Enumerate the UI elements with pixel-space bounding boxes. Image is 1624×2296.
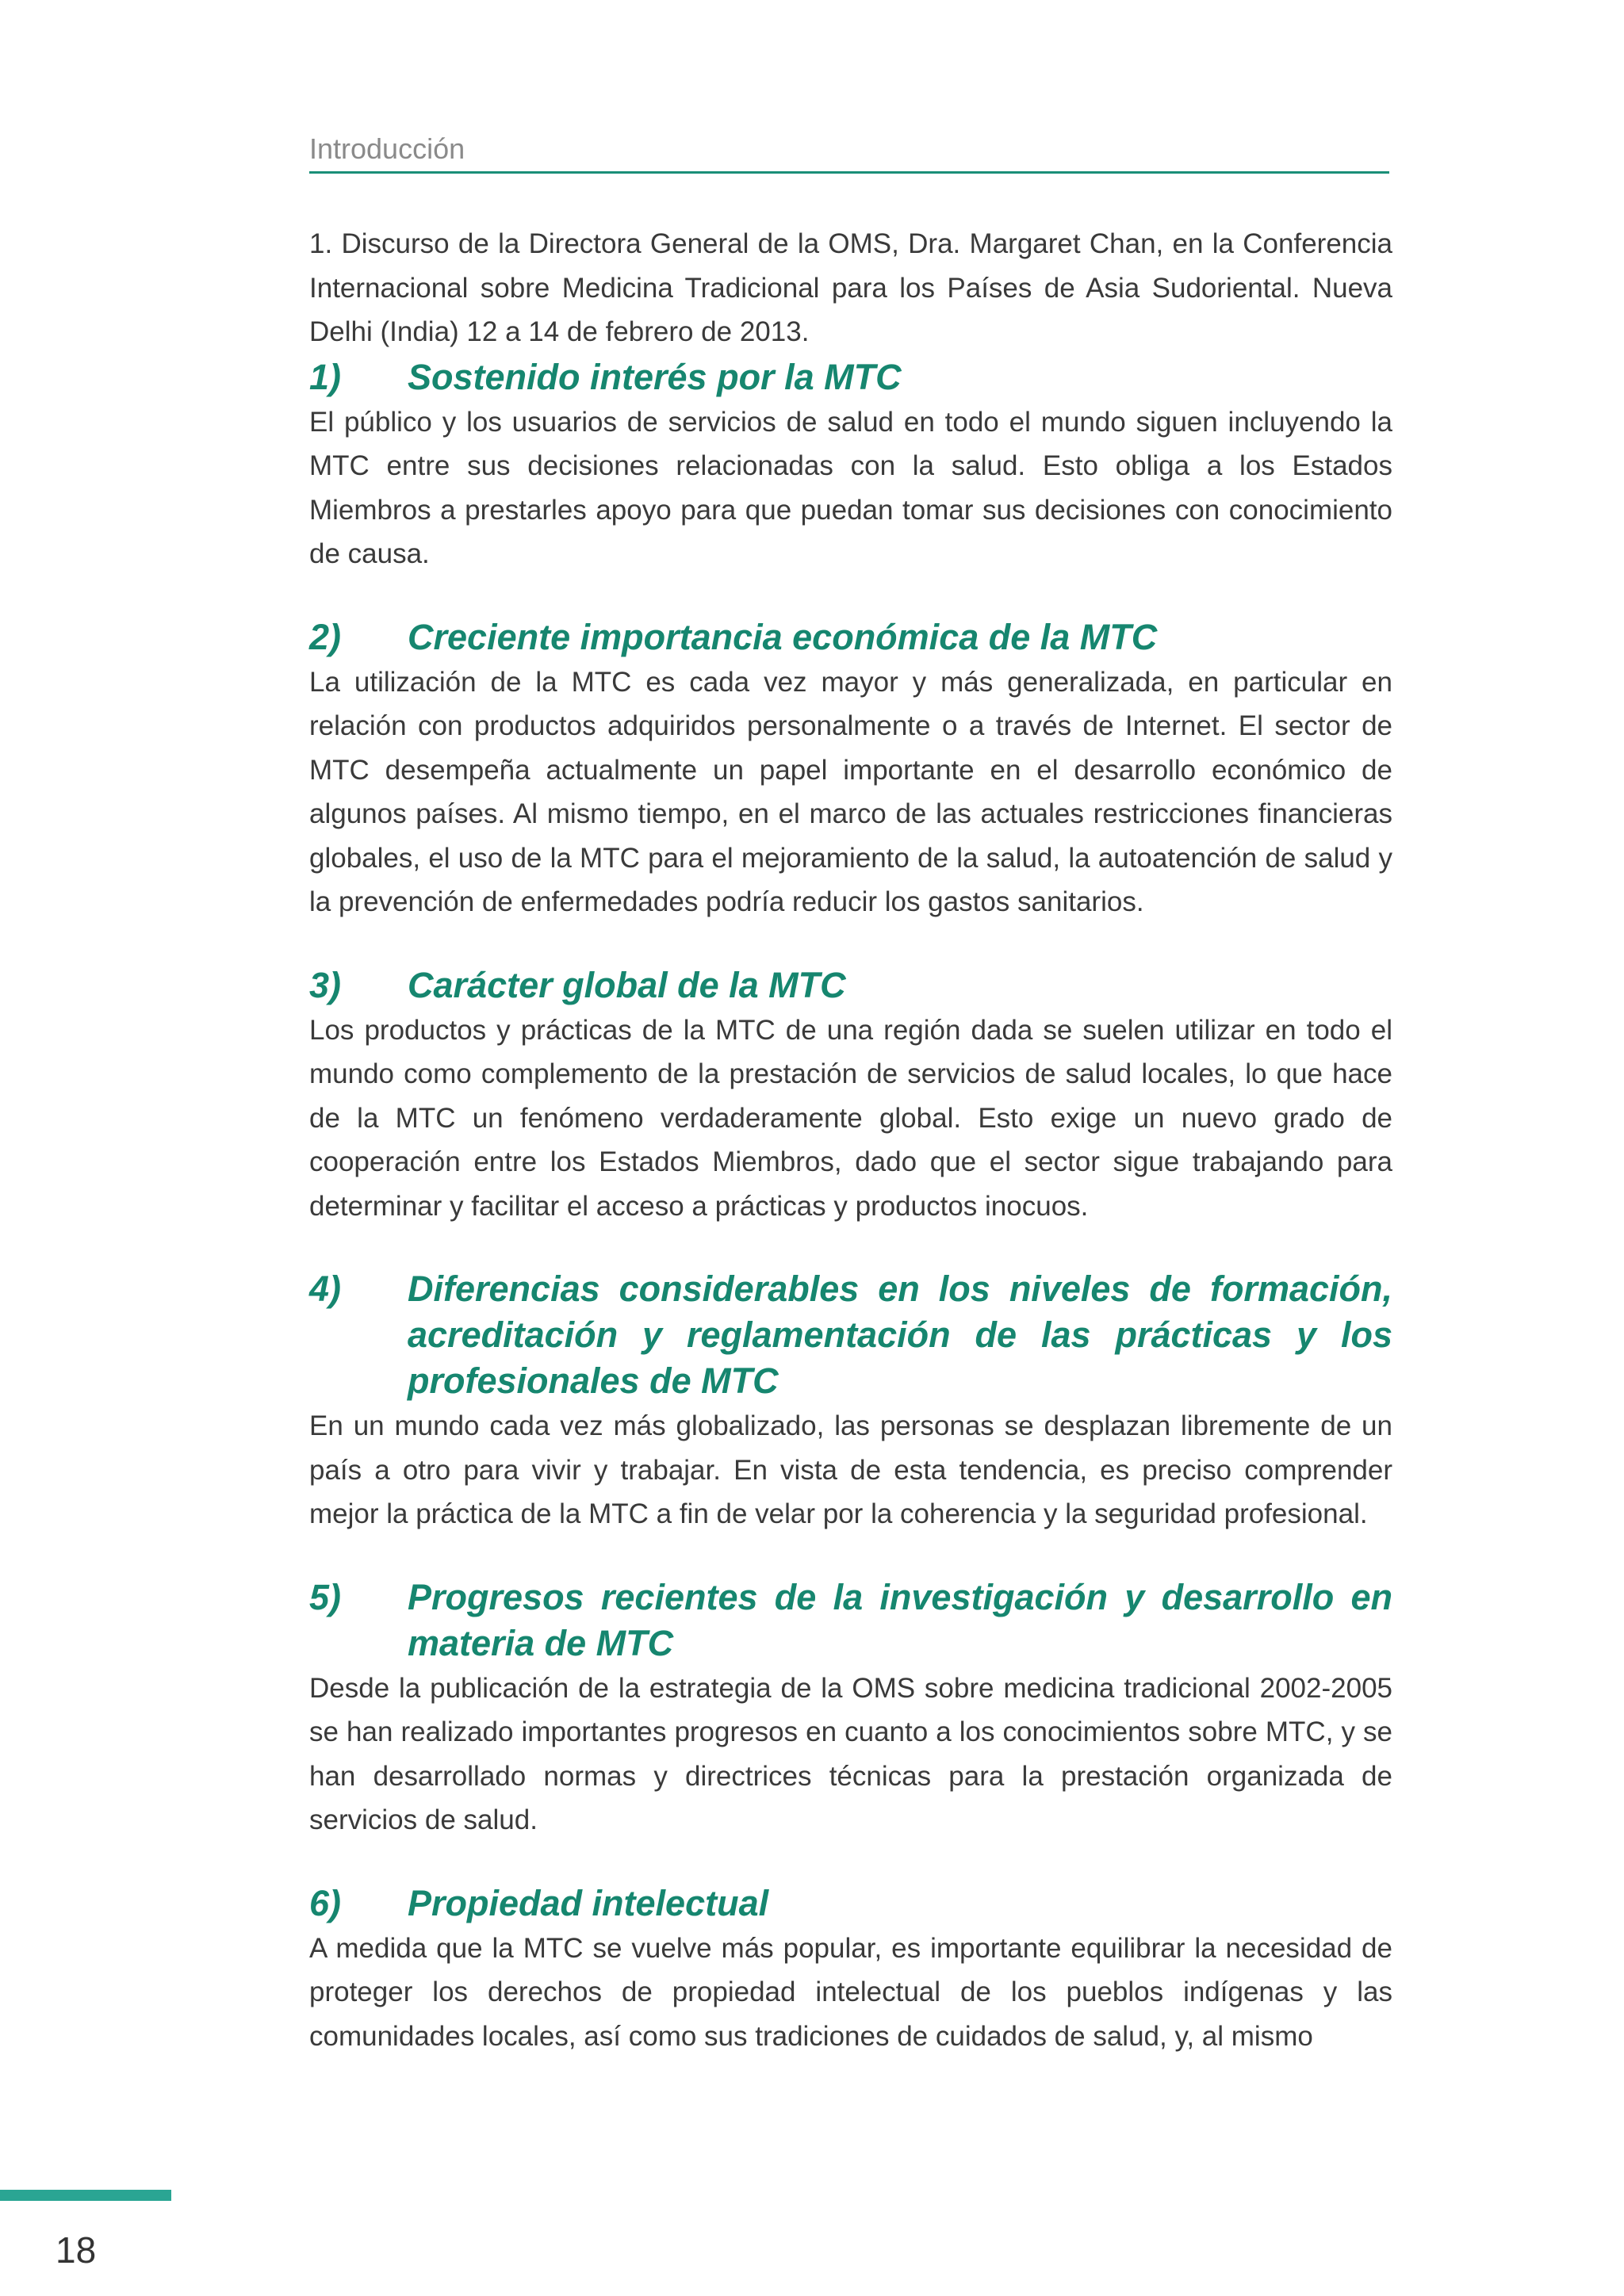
section-text: Desde la publicación de la estrategia de la OMS sobre medicina tradicional 2002-2005 se han realizado importantes progresos en cuanto a los conocimientos sobre MTC, y se han desarrollado normas y directrices técnicas para la prestación organizada de servicios de salud. xyxy=(309,1672,1392,1835)
section-heading xyxy=(309,354,1392,400)
section-2 xyxy=(309,614,1392,924)
section-1 xyxy=(309,354,1392,576)
section-heading xyxy=(309,1575,1392,1667)
section-4 xyxy=(309,1266,1392,1536)
section-5 xyxy=(309,1575,1392,1843)
section-title: Progresos recientes de la investigación y desarrollo en materia de MTC xyxy=(408,1576,1392,1663)
section-number: 4) xyxy=(309,1269,342,1309)
section-text: En un mundo cada vez más globalizado, las personas se desplazan libremente de un país a otro para vivir y trabajar. En vista de esta tendencia, es preciso comprender mejor la práctica de la MTC a fin de velar por la coherencia y la seguridad profesional. xyxy=(309,1410,1392,1529)
running-header-title: Introducción xyxy=(309,132,465,165)
section-number: 1) xyxy=(309,356,342,397)
section-title: Sostenido interés por la MTC xyxy=(408,356,902,397)
page-header xyxy=(309,127,1389,174)
page-number: 18 xyxy=(56,2229,97,2271)
main-content xyxy=(309,222,1392,2096)
section-title: Creciente importancia económica de la MTC xyxy=(408,616,1158,657)
section-number: 2) xyxy=(309,616,342,657)
section-text: A medida que la MTC se vuelve más popular, es importante equilibrar la necesidad de proteger los derechos de propiedad intelectual de los pueblos indígenas y las comunidades locales, así como sus tradiciones de cuidados de salud, y, al mismo xyxy=(309,1932,1392,2052)
section-heading xyxy=(309,1881,1392,1927)
section-3 xyxy=(309,962,1392,1229)
section-number: 3) xyxy=(309,964,342,1005)
intro-footnote: 1. Discurso de la Directora General de la OMS, Dra. Margaret Chan, en la Conferencia Internacional sobre Medicina Tradicional para los Países de Asia Sudoriental. Nueva Delhi (India) 12 a 14 de febrero de 2013. xyxy=(309,228,1392,347)
section-number: 5) xyxy=(309,1576,342,1617)
section-number: 6) xyxy=(309,1882,342,1923)
section-text: La utilización de la MTC es cada vez mayor y más generalizada, en particular en relación con productos adquiridos personalmente o a través de Internet. El sector de MTC desempeña actualmente un papel importante en el desarrollo económico de algunos países. Al mismo tiempo, en el marco de las actuales restricciones financieras globales, el uso de la MTC para el mejoramiento de la salud, la autoatención de salud y la prevención de enfermedades podría reducir los gastos sanitarios. xyxy=(309,666,1392,917)
section-heading xyxy=(309,614,1392,660)
section-text: Los productos y prácticas de la MTC de una región dada se suelen utilizar en todo el mundo como complemento de la prestación de servicios de salud locales, lo que hace de la MTC un fenómeno verdaderamente global. Esto exige un nuevo grado de cooperación entre los Estados Miembros, dado que el sector sigue trabajando para determinar y facilitar el acceso a prácticas y productos inocuos. xyxy=(309,1014,1392,1222)
section-title: Diferencias considerables en los niveles de formación, acreditación y reglamentación de las prácticas y los profesionales de MTC xyxy=(408,1269,1392,1401)
section-heading xyxy=(309,1266,1392,1404)
section-text: El público y los usuarios de servicios de salud en todo el mundo siguen incluyendo la MTC entre sus decisiones relacionadas con la salud. Esto obliga a los Estados Miembros a prestarles apoyo para que puedan tomar sus decisiones con conocimiento de causa. xyxy=(309,406,1392,569)
section-title: Propiedad intelectual xyxy=(408,1882,769,1923)
footer-accent-bar xyxy=(0,2190,171,2201)
section-title: Carácter global de la MTC xyxy=(408,964,846,1005)
section-heading xyxy=(309,962,1392,1008)
section-6 xyxy=(309,1881,1392,2059)
